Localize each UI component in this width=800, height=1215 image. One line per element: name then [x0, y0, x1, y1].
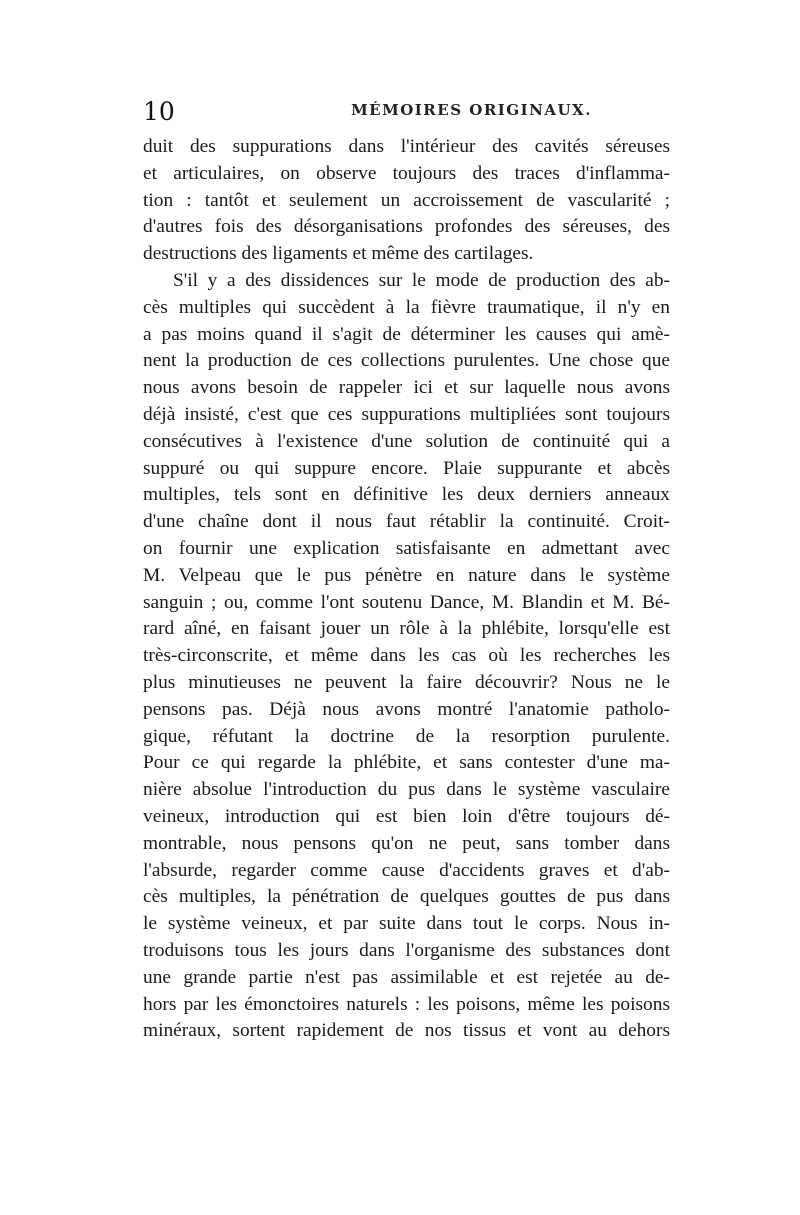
text-line: duit des suppurations dans l'intérieur des cavités séreuses — [143, 136, 670, 157]
text-line: consécutives à l'existence d'une solution de continuité qui a — [143, 430, 670, 452]
text-line: tion : tantôt et seulement un accroissement de vascularité ; — [143, 189, 670, 211]
text-line: M. Velpeau que le pus pénètre en nature dans le système — [143, 564, 670, 586]
text-line: nous avons besoin de rappeler ici et sur laquelle nous avons — [143, 377, 670, 399]
text-line: a pas moins quand il s'agit de déterminer les causes qui amè- — [143, 323, 670, 345]
text-line: destructions des ligaments et même des cartilages. — [143, 243, 534, 265]
running-title: MÉMOIRES ORIGINAUX. — [351, 101, 592, 119]
body-text — [143, 134, 670, 1045]
text-line: montrable, nous pensons qu'on ne peut, sans tomber dans — [143, 832, 670, 854]
text-line: on fournir une explication satisfaisante en admettant avec — [143, 537, 670, 559]
text-line: plus minutieuses ne peuvent la faire découvrir? Nous ne le — [143, 671, 670, 693]
page-number: 10 — [143, 97, 175, 126]
text-line: l'absurde, regarder comme cause d'accidents graves et d'ab- — [143, 859, 670, 881]
text-line: troduisons tous les jours dans l'organisme des substances dont — [143, 939, 670, 961]
paragraph-2 — [143, 268, 670, 1045]
text-line: d'une chaîne dont il nous faut rétablir la continuité. Croit- — [143, 511, 670, 533]
text-line: rard aîné, en faisant jouer un rôle à la phlébite, lorsqu'elle est — [143, 618, 670, 640]
text-line: hors par les émonctoires naturels : les poisons, même les poisons — [143, 993, 670, 1015]
text-line: déjà insisté, c'est que ces suppurations multipliées sont toujours — [143, 403, 670, 425]
text-line: suppuré ou qui suppure encore. Plaie suppurante et abcès — [143, 457, 670, 479]
text-line: cès multiples, la pénétration de quelques gouttes de pus dans — [143, 886, 670, 908]
text-line: d'autres fois des désorganisations profondes des séreuses, des — [143, 216, 670, 238]
text-line: nière absolue l'introduction du pus dans le système vasculaire — [143, 779, 670, 801]
paragraph-1 — [143, 134, 670, 268]
text-line: pensons pas. Déjà nous avons montré l'anatomie patholo- — [143, 698, 670, 720]
text-line: sanguin ; ou, comme l'ont soutenu Dance, M. Blandin et M. Bé- — [143, 591, 670, 613]
text-line: très-circonscrite, et même dans les cas où les recherches les — [143, 645, 670, 667]
text-line: S'il y a des dissidences sur le mode de production des ab- — [173, 269, 670, 291]
text-line: et articulaires, on observe toujours des traces d'inflamma- — [143, 162, 670, 184]
text-line: Pour ce qui regarde la phlébite, et sans contester d'une ma- — [143, 752, 670, 774]
text-line: veineux, introduction qui est bien loin d'être toujours dé- — [143, 805, 670, 827]
text-line: multiples, tels sont en définitive les deux derniers anneaux — [143, 484, 670, 506]
text-line: une grande partie n'est pas assimilable et est rejetée au de- — [143, 966, 670, 988]
text-line: le système veineux, et par suite dans tout le corps. Nous in- — [143, 913, 670, 935]
text-line: cès multiples qui succèdent à la fièvre traumatique, il n'y en — [143, 296, 670, 318]
text-line: gique, réfutant la doctrine de la resorption purulente. — [143, 725, 670, 747]
running-head — [143, 97, 670, 127]
text-line: minéraux, sortent rapidement de nos tissus et vont au dehors — [143, 1020, 670, 1042]
text-line: nent la production de ces collections purulentes. Une chose que — [143, 350, 670, 372]
